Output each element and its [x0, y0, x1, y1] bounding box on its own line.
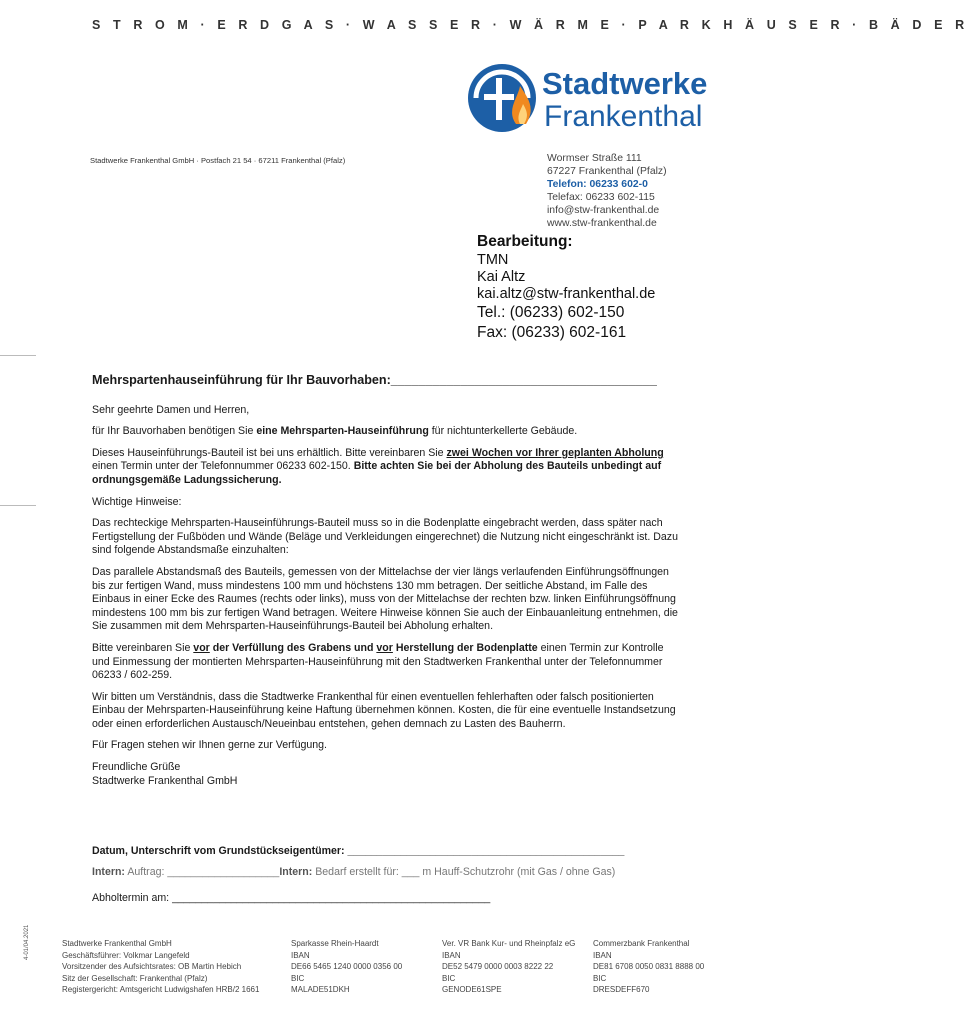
- intern1-label: Intern:: [92, 866, 125, 878]
- p5-text-b: vor: [193, 641, 210, 654]
- footer-line: BIC: [442, 973, 456, 983]
- salutation: Sehr geehrte Damen und Herren,: [92, 403, 250, 416]
- footer-line: DE66 5465 1240 0000 0356 00: [291, 962, 403, 971]
- processing-tel: Tel.: (06233) 602-150: [477, 304, 625, 321]
- paragraph-4: Das parallele Abstandsmaß des Bauteils, gemessen von der Mittelachse der vier längs verlaufenden Einführungsöffnungen bis zur fertigen Wand, muss mindestens 100 mm und höchstens 130 mm betragen. Der seitliche Abstand, im Falle des Einbaus in einer Ecke des Raumes (rechts oder links), muss von der Mittelachse der rechten bzw. linken Einführungsöffnung mindestens 100 mm bis zur fertigen Wand betragen. Weitere Hinweise können Sie auch der Einbauanleitung entnehmen, die Sie zusammen mit dem Mehrsparten-Hauseinführungs-Bauteil bei Abholung erhalten.: [92, 565, 678, 633]
- footer-line: DRESDEFF670: [593, 985, 650, 994]
- intern2-text[interactable]: Bedarf erstellt für: ___ m Hauff-Schutzrohr (mit Gas / ohne Gas): [312, 866, 616, 878]
- p2-text-a: Dieses Hauseinführungs-Bauteil ist bei uns erhältlich. Bitte vereinbaren Sie: [92, 446, 447, 459]
- footer-line: IBAN: [593, 950, 612, 960]
- p1-text-c: für nichtunterkellerte Gebäude.: [428, 425, 578, 438]
- paragraph-2: [92, 447, 682, 488]
- logo-text-1: Stadtwerke: [542, 66, 708, 101]
- p5-text-d: vor: [376, 641, 393, 654]
- processing-name: Kai Altz: [477, 269, 526, 285]
- intern1-text[interactable]: Auftrag: ___________________: [124, 866, 280, 878]
- paragraph-5: [92, 642, 682, 683]
- letter-title: Mehrspartenhauseinführung für Ihr Bauvorhaben:______________________________________: [92, 373, 657, 387]
- address-city: 67227 Frankenthal (Pfalz): [547, 166, 667, 177]
- address-street: Wormser Straße 111: [547, 153, 642, 164]
- footer-line: Commerzbank Frankenthal: [593, 939, 690, 948]
- company-address: [547, 152, 667, 230]
- intern-line: [92, 866, 615, 878]
- footer-line: GENODE61SPE: [442, 985, 502, 994]
- processing-fax: Fax: (06233) 602-161: [477, 324, 627, 341]
- closing-1: Freundliche Grüße: [92, 761, 181, 774]
- footer-line: Registergericht: Amtsgericht Ludwigshafen HRB/2 1661: [62, 985, 260, 994]
- closing-2: Stadtwerke Frankenthal GmbH: [92, 774, 238, 787]
- services-topline: S T R O M · E R D G A S · W A S S E R · W Ä R M E · P A R K H Ä U S E R · B Ä D E R: [92, 18, 969, 32]
- footer-line: Stadtwerke Frankenthal GmbH: [62, 939, 172, 948]
- footer-line: Geschäftsführer: Volkmar Langefeld: [62, 950, 190, 960]
- footer-line: BIC: [593, 973, 607, 983]
- intern2-label: Intern:: [279, 866, 313, 878]
- footer-line: BIC: [291, 973, 305, 983]
- footer-line: IBAN: [291, 950, 310, 960]
- footer-line: DE81 6708 0050 0831 8888 00: [593, 962, 705, 971]
- sender-line: Stadtwerke Frankenthal GmbH · Postfach 21 54 · 67211 Frankenthal (Pfalz): [90, 156, 346, 165]
- pickup-line[interactable]: Abholtermin am: ______________________________________________________: [92, 892, 491, 904]
- footer-line: IBAN: [442, 950, 461, 960]
- letter-body: [92, 374, 682, 796]
- p1-text-a: für Ihr Bauvorhaben benötigen Sie: [92, 425, 257, 438]
- fold-mark: [0, 505, 36, 506]
- footer-line: Vorsitzender des Aufsichtsrates: OB Martin Hebich: [62, 962, 242, 971]
- p1-text-b: eine Mehrsparten-Hauseinführung: [256, 425, 429, 438]
- p5-text-f: einen Termin zur Kontrolle und Einmessung der montierten Mehrsparten-Hauseinführung mit den Stadtwerken Frankenthal unter der Telefonnummer 06233 / 602-259.: [92, 641, 664, 682]
- paragraph-6: Wir bitten um Verständnis, dass die Stadtwerke Frankenthal für einen eventuellen fehlerhaften oder falsch positionierten Einbau der Mehrsparten-Hauseinführung keine Haftung übernehmen können. Kosten, die für eine eventuelle Instandsetzung oder einen erforderlichen Austausch/Neueinbau entstehen, gehen demnach zu Lasten des Bauherrn.: [92, 690, 676, 730]
- processing-heading: Bearbeitung:: [477, 233, 573, 250]
- address-fax: Telefax: 06233 602-115: [547, 192, 655, 203]
- p5-text-a: Bitte vereinbaren Sie: [92, 641, 194, 654]
- fold-mark: [0, 355, 36, 356]
- processing-email: kai.altz@stw-frankenthal.de: [477, 286, 656, 302]
- address-email: info@stw-frankenthal.de: [547, 205, 660, 216]
- footer-company: [62, 938, 259, 996]
- processing-dept: TMN: [477, 252, 509, 268]
- paragraph-1: [92, 425, 682, 439]
- paragraph-3: Das rechteckige Mehrsparten-Hauseinführungs-Bauteil muss so in die Bodenplatte eingebracht werden, dass später nach Fertigstellung der Fußböden und Wände (Beläge und Verkleidungen eingerechnet) die Nutzung nicht eingeschränkt ist. Dazu sind folgende Abstandsmaße einzuhalten:: [92, 517, 678, 557]
- processing-block: [477, 232, 655, 343]
- p5-text-c: der Verfüllung des Grabens und: [209, 641, 377, 654]
- signature-line[interactable]: Datum, Unterschrift vom Grundstückseigentümer: _______________________________________________: [92, 845, 625, 857]
- stadtwerke-logo: [466, 58, 728, 138]
- p2-text-c: einen Termin unter der Telefonnummer 06233 602-150.: [92, 460, 354, 473]
- address-phone: Telefon: 06233 602-0: [547, 179, 648, 190]
- footer-line: DE52 5479 0000 0003 8222 22: [442, 962, 554, 971]
- footer-line: Sparkasse Rhein-Haardt: [291, 939, 379, 948]
- footer-bank-3: [593, 938, 704, 996]
- notes-label: Wichtige Hinweise:: [92, 495, 182, 508]
- paragraph-7: Für Fragen stehen wir Ihnen gerne zur Verfügung.: [92, 739, 327, 752]
- p2-text-b: zwei Wochen vor Ihrer geplanten Abholung: [446, 446, 664, 459]
- logo-mark: [466, 58, 728, 138]
- logo-text-2: Frankenthal: [544, 100, 703, 133]
- footer-line: MALADE51DKH: [291, 985, 350, 994]
- address-web: www.stw-frankenthal.de: [547, 218, 657, 229]
- footer-line: Ver. VR Bank Kur- und Rheinpfalz eG: [442, 939, 576, 948]
- footer-bank-1: [291, 938, 402, 996]
- form-code: 4-01/04.2021: [24, 924, 30, 960]
- p5-text-e: Herstellung der Bodenplatte: [392, 641, 538, 654]
- footer-bank-2: [442, 938, 575, 996]
- footer-line: Sitz der Gesellschaft: Frankenthal (Pfalz): [62, 973, 208, 983]
- p2-text-d: Bitte achten Sie bei der Abholung des Bauteils unbedingt auf ordnungsgemäße Ladungssicherung.: [92, 460, 662, 486]
